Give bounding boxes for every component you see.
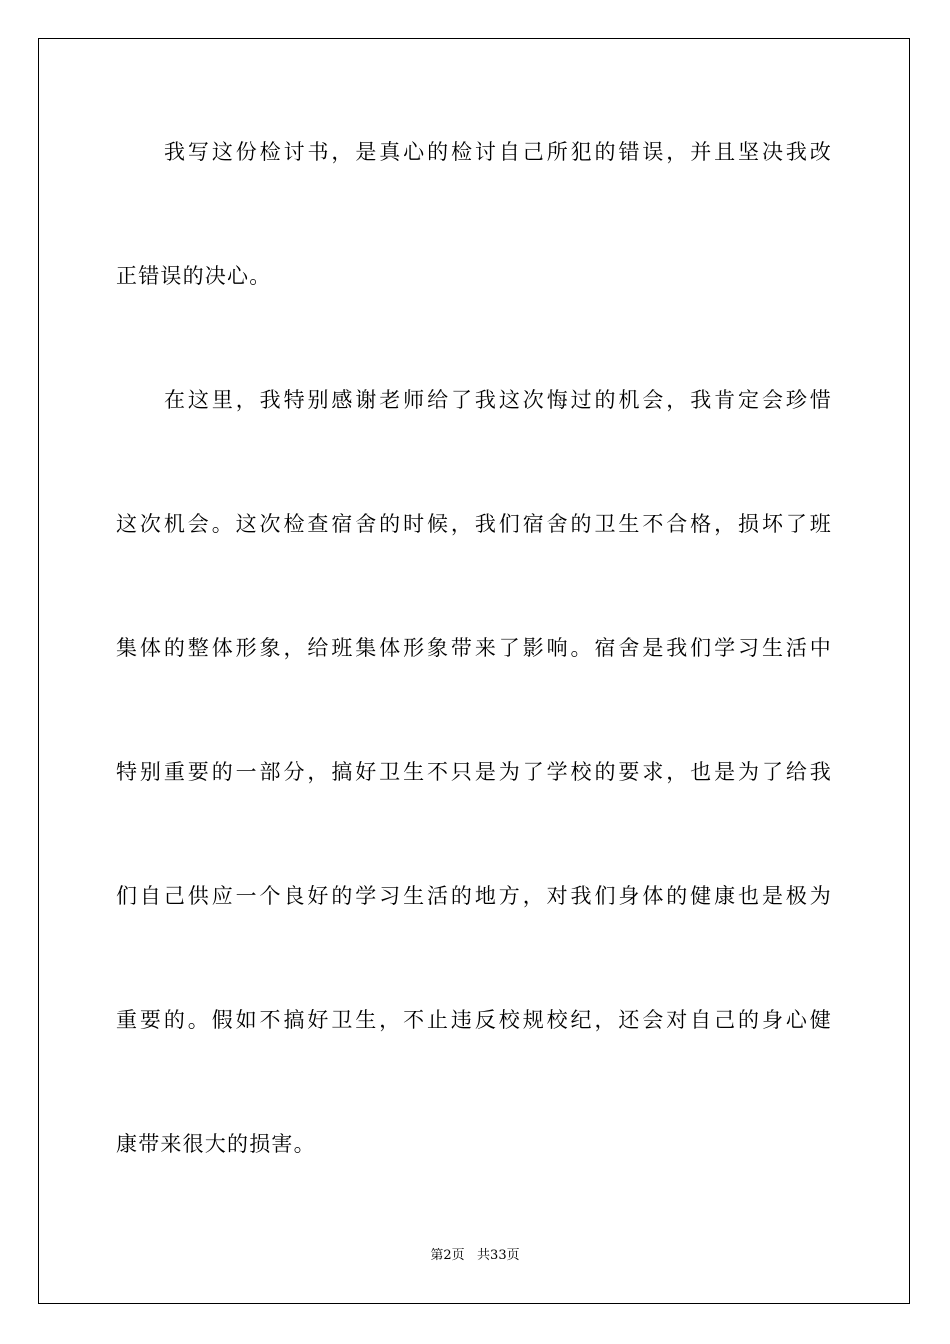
paragraph-2-line-6: 重要的。假如不搞好卫生，不止违反校规校纪，还会对自己的身心健 [116, 1008, 832, 1032]
paragraph-2-line-4: 特别重要的一部分，搞好卫生不只是为了学校的要求，也是为了给我 [116, 760, 832, 784]
paragraph-2-line-1: 在这里，我特别感谢老师给了我这次悔过的机会，我肯定会珍惜 [164, 388, 832, 412]
paragraph-2-line-7: 康带来很大的损害。 [116, 1132, 316, 1156]
page-border [38, 38, 910, 1304]
paragraph-2-line-5: 们自己供应一个良好的学习生活的地方，对我们身体的健康也是极为 [116, 884, 832, 908]
paragraph-2-line-3: 集体的整体形象，给班集体形象带来了影响。宿舍是我们学习生活中 [116, 636, 832, 660]
paragraph-2-line-2: 这次机会。这次检查宿舍的时候，我们宿舍的卫生不合格，损坏了班 [116, 512, 832, 536]
paragraph-1-line-2: 正错误的决心。 [116, 264, 272, 288]
paragraph-1-line-1: 我写这份检讨书，是真心的检讨自己所犯的错误，并且坚决我改 [164, 140, 832, 164]
page-number-footer: 第2页 共33页 [430, 1248, 520, 1263]
